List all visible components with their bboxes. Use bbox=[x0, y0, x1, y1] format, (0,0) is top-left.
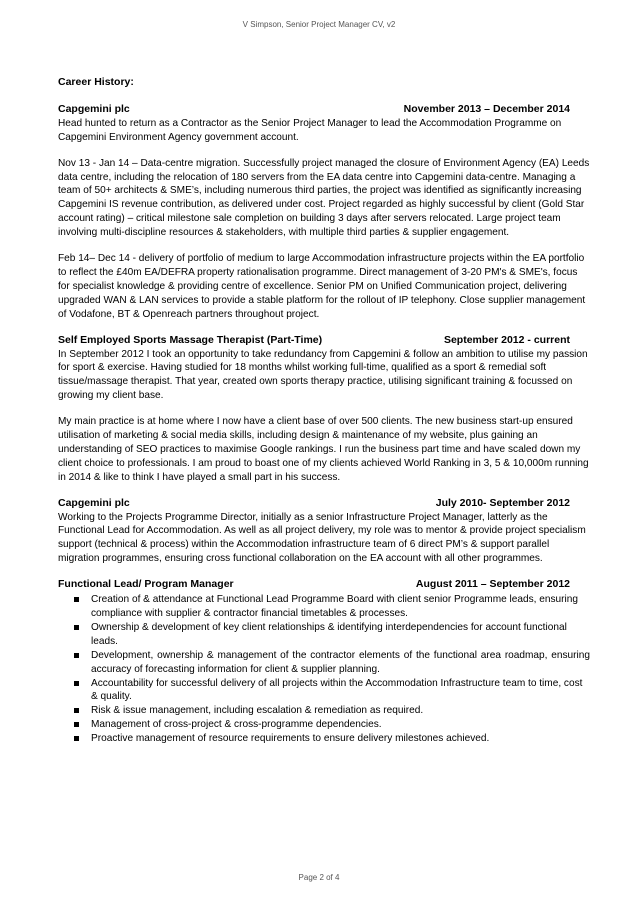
job-company: Capgemini plc bbox=[58, 496, 130, 509]
bullet-item: Risk & issue management, including escalation & remediation as required. bbox=[58, 704, 590, 718]
square-bullet-icon bbox=[74, 653, 79, 658]
role-heading bbox=[58, 578, 570, 592]
bullet-item: Creation of & attendance at Functional Lead Programme Board with client senior Programme leads, ensuring compliance with supplier & contractor financial timetables & processes. bbox=[58, 593, 590, 621]
role-dates: August 2011 – September 2012 bbox=[415, 578, 570, 591]
job-heading bbox=[58, 334, 570, 348]
job-dates: September 2012 - current bbox=[443, 333, 570, 346]
role-bullet-list bbox=[58, 593, 590, 746]
job-paragraph: Nov 13 - Jan 14 – Data-centre migration. Successfully project managed the closure of Environment Agency (EA) Leeds data centre, including the relocation of 180 servers from the EA data centre into Capgemini data-centre. Managing a team of 50+ architects & SME’s, including numerous third parties, the project was identified as significantly increasing Capgemini IS revenue contribution, as delivered under cost. Project regarded as highly successful by client (Gold Star account rating) – critical milestone sale completion on building 3 days after servers relocated. Large project team involving multi-discipline resources & stakeholders, with multiple third parties & supplier engagement. bbox=[58, 157, 590, 239]
bullet-item: Proactive management of resource requirements to ensure delivery milestones achieved. bbox=[58, 732, 590, 746]
job-dates: July 2010- September 2012 bbox=[435, 496, 570, 509]
section-title: Career History: bbox=[58, 76, 134, 88]
page-footer: Page 2 of 4 bbox=[298, 873, 340, 882]
role-title: Functional Lead/ Program Manager bbox=[58, 578, 234, 591]
square-bullet-icon bbox=[74, 597, 79, 602]
job-heading bbox=[58, 103, 570, 117]
square-bullet-icon bbox=[74, 681, 79, 686]
square-bullet-icon bbox=[74, 722, 79, 727]
square-bullet-icon bbox=[74, 625, 79, 630]
job-heading bbox=[58, 497, 570, 511]
job-paragraph: In September 2012 I took an opportunity to take redundancy from Capgemini & follow an ambition to utilise my passion for sport & exercise. Having studied for 18 months whilst working full-time, qualified as a sport & remedial soft tissue/massage therapist. That year, created own sports therapy practice, utilising significant training & focussed on growing my client base. bbox=[58, 348, 588, 402]
page-header: V Simpson, Senior Project Manager CV, v2 bbox=[242, 20, 396, 29]
bullet-item: Accountability for successful delivery of all projects within the Accommodation Infrastructure team to time, cost & quality. bbox=[58, 677, 590, 705]
job-company: Capgemini plc bbox=[58, 102, 130, 115]
job-paragraph: My main practice is at home where I now have a client base of over 500 clients. The new business start-up ensured utilisation of marketing & social media skills, including design & maintenance of my website, plus gaining an understanding of SEO practices to maximise Google rankings. I run the business part time and have scaled down my client choice to professionals. I am proud to boast one of my clients achieved World Ranking in 3, 5 & 10,000m running in 2014 & like to think I have played a small part in his success. bbox=[58, 416, 589, 483]
job-paragraph: Working to the Projects Programme Director, initially as a senior Infrastructure Project Manager, latterly as the Functional Lead for Accommodation. As well as all project delivery, my role was to mentor & provide project specialism support (technical & process) within the Accommodation infrastructure team of 6 direct PM’s & support parallel migration programmes, ensuring cross functional collaboration on the EA account with all other programmes. bbox=[58, 511, 586, 565]
bullet-item: Management of cross-project & cross-programme dependencies. bbox=[58, 718, 590, 732]
job-company: Self Employed Sports Massage Therapist (Part-Time) bbox=[58, 333, 323, 346]
job-paragraph: Feb 14– Dec 14 - delivery of portfolio of medium to large Accommodation infrastructure projects within the EA portfolio to reflect the £40m EA/DEFRA property rationalisation programme. Direct management of 3-20 PM's & SME's, focus for specialist knowledge & providing centre of excellence. Senior PM on Unified Communication project, delivering upgraded WAN & LAN services to provide a stable platform for the rollout of IP telephony. Close supplier management of Vodafone, BT & Openreach partners throughout project. bbox=[58, 253, 586, 320]
job-paragraph: Head hunted to return as a Contractor as the Senior Project Manager to lead the Accommodation Programme on Capgemini Environment Agency government account. bbox=[58, 117, 562, 143]
square-bullet-icon bbox=[74, 708, 79, 713]
bullet-item: Development, ownership & management of the contractor elements of the functional area roadmap, ensuring accuracy of forecasting information for client & supplier planning. bbox=[58, 649, 590, 677]
cv-content bbox=[58, 76, 590, 746]
job-dates: November 2013 – December 2014 bbox=[403, 102, 570, 115]
bullet-item: Ownership & development of key client relationships & identifying interdependencies for account functional leads. bbox=[58, 621, 590, 649]
square-bullet-icon bbox=[74, 736, 79, 741]
